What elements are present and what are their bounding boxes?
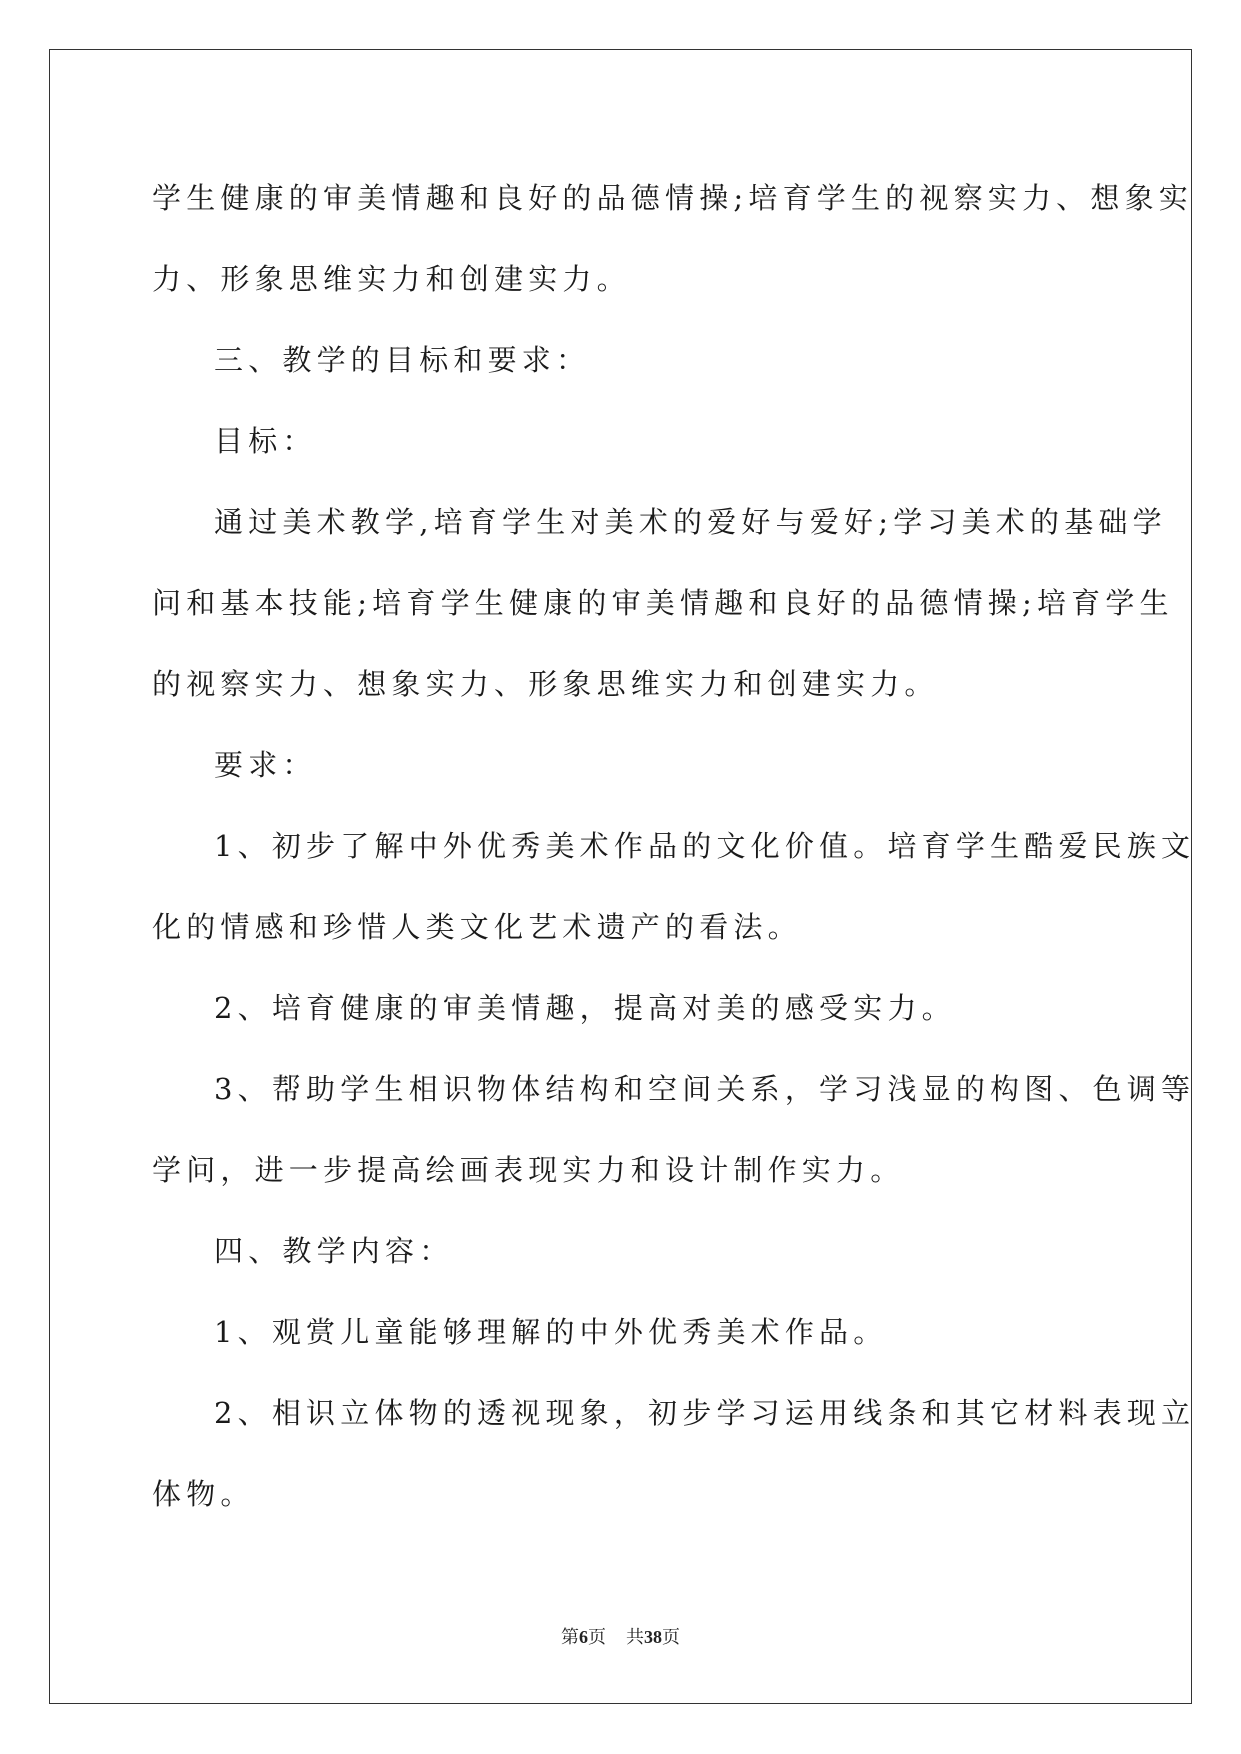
section-heading-three: 三、教学的目标和要求： <box>214 343 591 377</box>
total-page-count: 38 <box>644 1627 662 1647</box>
footer-total-prefix: 共 <box>626 1627 644 1647</box>
subheading-requirements: 要求： <box>214 748 317 782</box>
section-heading-four: 四、教学内容： <box>214 1234 454 1268</box>
document-body <box>152 158 1196 1535</box>
footer-total-unit: 页 <box>662 1627 680 1647</box>
page-footer <box>0 1623 1241 1649</box>
footer-page-unit: 页 <box>588 1627 606 1647</box>
list-item: 2、培育健康的审美情趣，提高对美的感受实力。 <box>214 991 956 1025</box>
list-item: 1、初步了解中外优秀美术作品的文化价值。培育学生酷爱民族文 <box>214 829 1196 863</box>
list-item-continuation: 体物。 <box>152 1477 255 1511</box>
subheading-goals: 目标： <box>214 424 317 458</box>
paragraph-line: 问和基本技能;培育学生健康的审美情趣和良好的品德情操;培育学生 <box>152 586 1174 620</box>
paragraph-line: 力、形象思维实力和创建实力。 <box>152 262 631 296</box>
list-item-continuation: 学问，进一步提高绘画表现实力和设计制作实力。 <box>152 1153 905 1187</box>
paragraph-line: 的视察实力、想象实力、形象思维实力和创建实力。 <box>152 667 939 701</box>
footer-prefix: 第 <box>561 1627 579 1647</box>
paragraph-line: 通过美术教学,培育学生对美术的爱好与爱好;学习美术的基础学 <box>214 505 1167 539</box>
list-item-continuation: 化的情感和珍惜人类文化艺术遗产的看法。 <box>152 910 802 944</box>
paragraph-line: 学生健康的审美情趣和良好的品德情操;培育学生的视察实力、想象实 <box>152 181 1193 215</box>
list-item: 2、相识立体物的透视现象，初步学习运用线条和其它材料表现立 <box>214 1396 1196 1430</box>
current-page-number: 6 <box>579 1627 588 1647</box>
list-item: 3、帮助学生相识物体结构和空间关系，学习浅显的构图、色调等 <box>214 1072 1196 1106</box>
list-item: 1、观赏儿童能够理解的中外优秀美术作品。 <box>214 1315 888 1349</box>
